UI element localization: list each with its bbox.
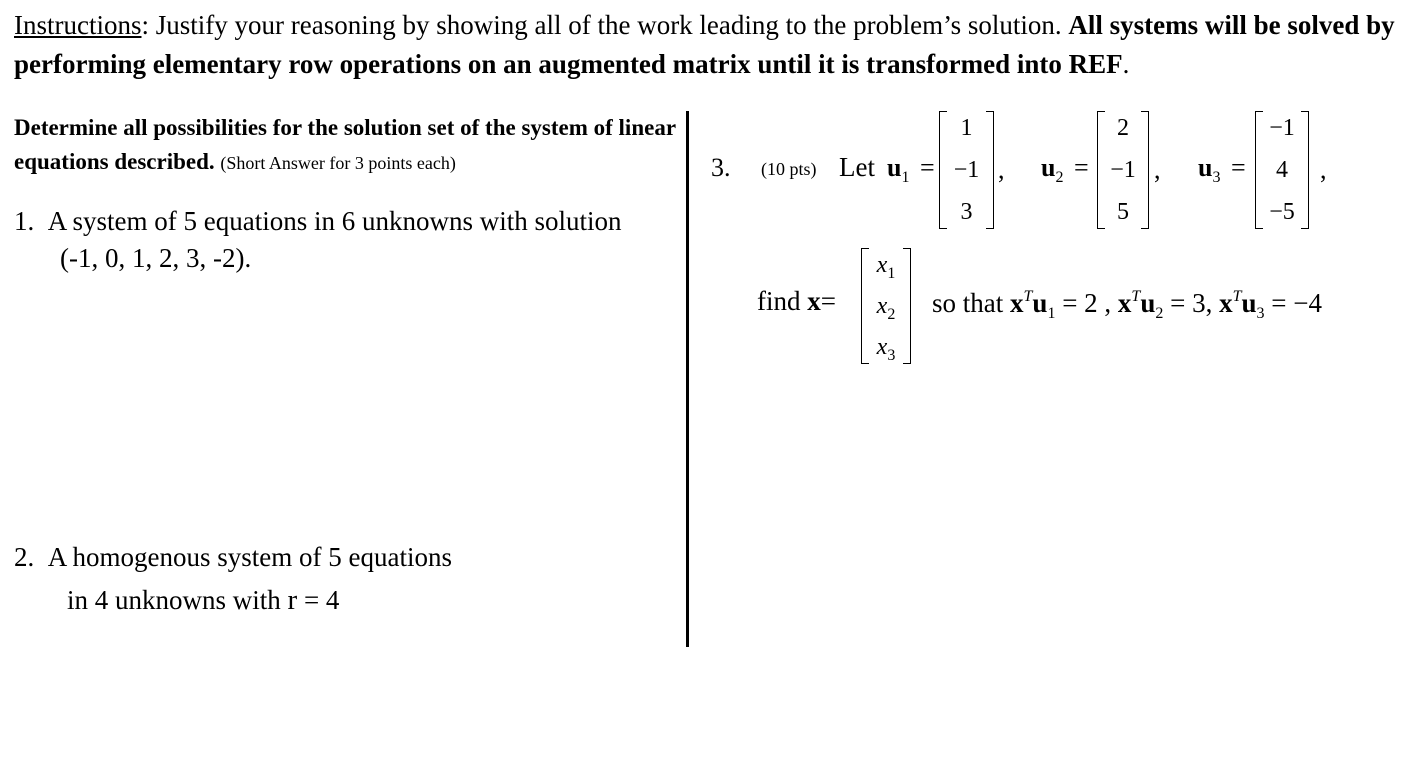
question-1-number: 1. xyxy=(14,206,35,236)
u1-entry-1: 1 xyxy=(960,115,973,141)
x-vector xyxy=(861,248,911,364)
question-1-line2: (-1, 0, 1, 2, 3, -2). xyxy=(60,243,252,273)
x-entry-2: $x_2$ xyxy=(876,293,896,323)
question-2-line2-prefix: in 4 unknowns with xyxy=(67,585,288,615)
u3-vector xyxy=(1255,111,1309,229)
u3-comma: , xyxy=(1320,155,1327,184)
find-text xyxy=(757,286,836,317)
so-that-conditions xyxy=(932,288,1322,323)
instructions-bold-text: All systems will be solved by performing elementary row operations on an augmented matrix until it is transformed into REF xyxy=(14,10,1395,79)
heading-note: (Short Answer for 3 points each) xyxy=(220,153,456,173)
heading-text: Determine all possibilities for the solution set of the system of linear equations described. xyxy=(14,115,676,174)
u2-entry-1: 2 xyxy=(1117,115,1129,141)
condition-2: $x^Tu_2 = 3$, xyxy=(1117,288,1213,322)
u1-subscript: 1 xyxy=(901,169,910,186)
question-1-line1: A system of 5 equations in 6 unknowns with solution xyxy=(47,206,622,236)
question-2-line2 xyxy=(67,582,339,619)
question-2 xyxy=(14,539,452,576)
question-3-number: 3. xyxy=(711,153,731,182)
question-3-points: (10 pts) xyxy=(761,159,817,179)
condition-3: $x^Tu_3 = -4$ xyxy=(1219,288,1322,322)
left-section-heading xyxy=(14,111,682,180)
question-1 xyxy=(14,203,622,240)
u1-vector xyxy=(939,111,994,229)
u2-entry-3: 5 xyxy=(1117,199,1129,225)
u2-vector xyxy=(1097,111,1149,229)
u1-equals: = xyxy=(919,153,935,182)
u3-entry-3: −5 xyxy=(1269,199,1295,225)
question-2-line1: A homogenous system of 5 equations xyxy=(47,542,452,572)
x-entry-1: $x_1$ xyxy=(876,252,896,282)
u1-entry-3: 3 xyxy=(960,199,973,225)
column-divider xyxy=(686,111,689,647)
question-3-let: Let xyxy=(839,152,875,182)
u1-symbol: u xyxy=(887,153,902,182)
u1-label xyxy=(887,153,935,187)
instructions xyxy=(14,6,1409,84)
u3-entry-1: −1 xyxy=(1269,115,1295,141)
u2-comma: , xyxy=(1154,155,1161,184)
x-entry-3: $x_3$ xyxy=(876,334,896,364)
instructions-text: : Justify your reasoning by showing all of the work leading to the problem’s solution. xyxy=(141,10,1069,40)
u1-entry-2: −1 xyxy=(953,157,980,183)
condition-1: $x^Tu_1 = 2$ , xyxy=(1010,288,1112,322)
x-symbol: x xyxy=(807,286,821,316)
question-2-number: 2. xyxy=(14,542,35,572)
instructions-label: Instructions xyxy=(14,10,142,40)
u2-entry-2: −1 xyxy=(1110,157,1136,183)
u2-equals: = xyxy=(1073,153,1089,182)
x-equals: = xyxy=(820,286,836,316)
u1-comma: , xyxy=(998,155,1005,184)
r-symbol: r xyxy=(287,584,298,616)
question-2-line2-suffix: = 4 xyxy=(297,585,340,615)
so-that-text: so that xyxy=(932,288,1004,318)
u3-symbol: u xyxy=(1198,153,1213,182)
u3-entry-2: 4 xyxy=(1276,157,1288,183)
u2-symbol: u xyxy=(1041,153,1056,182)
u3-equals: = xyxy=(1230,153,1246,182)
u2-subscript: 2 xyxy=(1055,169,1064,186)
u3-label xyxy=(1198,153,1246,187)
u3-subscript: 3 xyxy=(1212,169,1221,186)
instructions-end: . xyxy=(1122,49,1130,79)
find-word: find xyxy=(757,286,801,316)
u2-label xyxy=(1041,153,1089,187)
